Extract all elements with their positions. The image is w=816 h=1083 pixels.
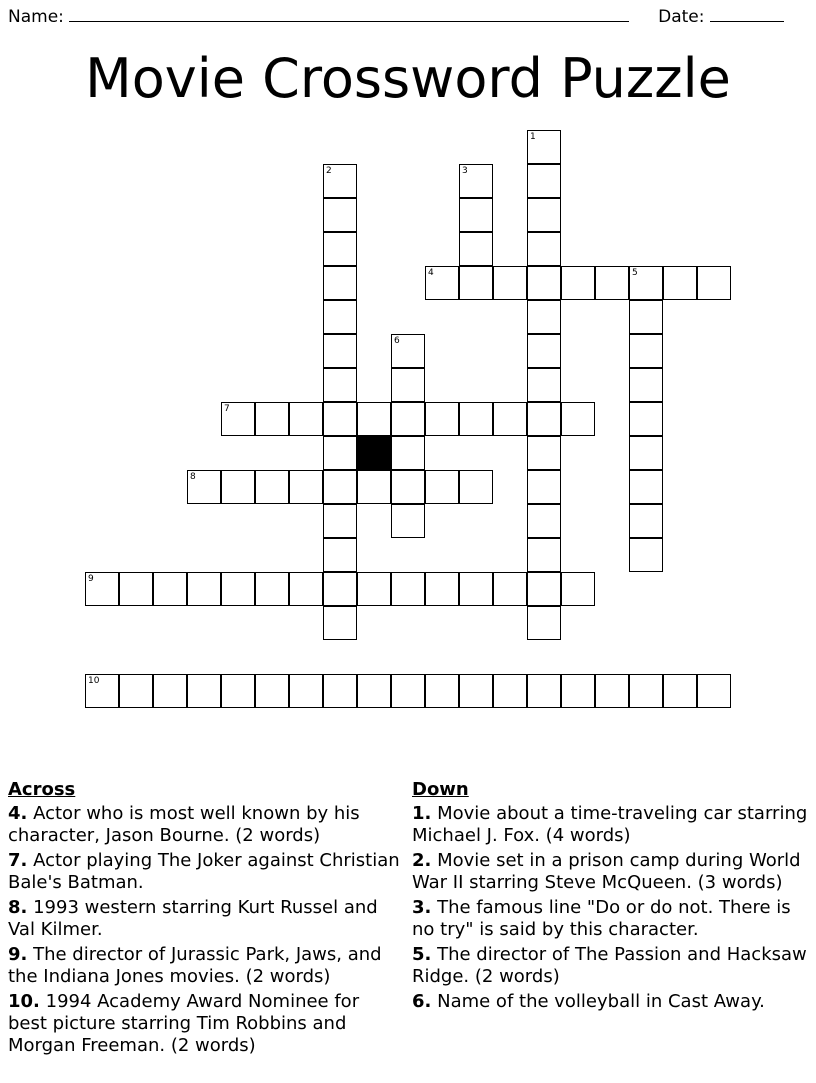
answer-cell[interactable]	[527, 334, 561, 368]
answer-cell[interactable]	[221, 674, 255, 708]
down-list	[412, 803, 812, 1013]
answer-cell[interactable]	[629, 300, 663, 334]
clue-number: 8.	[8, 897, 28, 918]
clue-number-label: 2	[326, 166, 332, 176]
answer-cell[interactable]	[459, 164, 493, 198]
answer-cell[interactable]	[357, 470, 391, 504]
clue-item	[8, 991, 403, 1057]
clue-number: 7.	[8, 850, 28, 871]
clue-text: 1994 Academy Award Nominee for best picture starring Tim Robbins and Morgan Freeman. (2 words)	[8, 991, 360, 1056]
answer-cell[interactable]	[595, 674, 629, 708]
answer-cell[interactable]	[391, 402, 425, 436]
answer-cell[interactable]	[221, 402, 255, 436]
answer-cell[interactable]	[663, 674, 697, 708]
answer-cell[interactable]	[527, 300, 561, 334]
black-square	[357, 436, 391, 470]
answer-cell[interactable]	[527, 232, 561, 266]
answer-cell[interactable]	[391, 470, 425, 504]
answer-cell[interactable]	[391, 572, 425, 606]
answer-cell[interactable]	[289, 572, 323, 606]
answer-cell[interactable]	[527, 470, 561, 504]
name-label: Name:	[8, 7, 64, 27]
answer-cell[interactable]	[629, 368, 663, 402]
answer-cell[interactable]	[459, 402, 493, 436]
answer-cell[interactable]	[357, 674, 391, 708]
clue-number: 4.	[8, 803, 28, 824]
across-clues	[8, 779, 403, 1060]
answer-cell[interactable]	[527, 266, 561, 300]
answer-cell[interactable]	[425, 402, 459, 436]
answer-cell[interactable]	[629, 470, 663, 504]
down-clues	[412, 779, 812, 1016]
answer-cell[interactable]	[629, 266, 663, 300]
clue-item	[412, 850, 812, 894]
answer-cell[interactable]	[629, 504, 663, 538]
clue-text: The director of Jurassic Park, Jaws, and the Indiana Jones movies. (2 words)	[8, 944, 382, 987]
answer-cell[interactable]	[493, 674, 527, 708]
clue-number-label: 5	[632, 268, 638, 278]
answer-cell[interactable]	[391, 674, 425, 708]
answer-cell[interactable]	[323, 538, 357, 572]
answer-cell[interactable]	[391, 368, 425, 402]
answer-cell[interactable]	[527, 538, 561, 572]
answer-cell[interactable]	[119, 674, 153, 708]
answer-cell[interactable]	[493, 266, 527, 300]
clue-number-label: 6	[394, 336, 400, 346]
answer-cell[interactable]	[255, 402, 289, 436]
answer-cell[interactable]	[425, 470, 459, 504]
answer-cell[interactable]	[697, 674, 731, 708]
answer-cell[interactable]	[289, 674, 323, 708]
answer-cell[interactable]	[323, 232, 357, 266]
clue-item	[8, 897, 403, 941]
answer-cell[interactable]	[629, 402, 663, 436]
answer-cell[interactable]	[187, 572, 221, 606]
clue-number-label: 8	[190, 472, 196, 482]
across-list	[8, 803, 403, 1057]
clue-number: 10.	[8, 991, 40, 1012]
clue-text: Name of the volleyball in Cast Away.	[437, 991, 765, 1012]
clue-text: Actor playing The Joker against Christian Bale's Batman.	[8, 850, 400, 893]
answer-cell[interactable]	[459, 470, 493, 504]
clue-number-label: 3	[462, 166, 468, 176]
answer-cell[interactable]	[527, 198, 561, 232]
answer-cell[interactable]	[289, 402, 323, 436]
answer-cell[interactable]	[323, 674, 357, 708]
answer-cell[interactable]	[391, 436, 425, 470]
answer-cell[interactable]	[629, 334, 663, 368]
answer-cell[interactable]	[391, 334, 425, 368]
answer-cell[interactable]	[527, 130, 561, 164]
clue-text: The famous line "Do or do not. There is no try" is said by this character.	[412, 897, 791, 940]
answer-cell[interactable]	[493, 572, 527, 606]
answer-cell[interactable]	[561, 402, 595, 436]
answer-cell[interactable]	[595, 266, 629, 300]
answer-cell[interactable]	[527, 164, 561, 198]
across-heading: Across	[8, 779, 76, 800]
answer-cell[interactable]	[323, 504, 357, 538]
answer-cell[interactable]	[187, 470, 221, 504]
down-heading: Down	[412, 779, 469, 800]
clue-item	[412, 944, 812, 988]
answer-cell[interactable]	[323, 334, 357, 368]
clue-number-label: 4	[428, 268, 434, 278]
answer-cell[interactable]	[561, 266, 595, 300]
answer-cell[interactable]	[425, 572, 459, 606]
answer-cell[interactable]	[459, 198, 493, 232]
answer-cell[interactable]	[255, 470, 289, 504]
clue-number: 9.	[8, 944, 28, 965]
clue-number-label: 10	[88, 676, 100, 686]
answer-cell[interactable]	[153, 674, 187, 708]
answer-cell[interactable]	[663, 266, 697, 300]
clue-text: Movie set in a prison camp during World War II starring Steve McQueen. (3 words)	[412, 850, 801, 893]
answer-cell[interactable]	[629, 674, 663, 708]
answer-cell[interactable]	[323, 470, 357, 504]
answer-cell[interactable]	[425, 266, 459, 300]
answer-cell[interactable]	[85, 572, 119, 606]
answer-cell[interactable]	[459, 232, 493, 266]
clue-number: 1.	[412, 803, 432, 824]
answer-cell[interactable]	[459, 674, 493, 708]
clue-number-label: 7	[224, 404, 230, 414]
answer-cell[interactable]	[391, 504, 425, 538]
answer-cell[interactable]	[629, 538, 663, 572]
clue-number: 6.	[412, 991, 432, 1012]
answer-cell[interactable]	[425, 674, 459, 708]
answer-cell[interactable]	[357, 402, 391, 436]
answer-cell[interactable]	[493, 402, 527, 436]
clue-number: 2.	[412, 850, 432, 871]
clue-text: Actor who is most well known by his character, Jason Bourne. (2 words)	[8, 803, 360, 846]
answer-cell[interactable]	[119, 572, 153, 606]
clue-number-label: 9	[88, 574, 94, 584]
answer-cell[interactable]	[323, 606, 357, 640]
answer-cell[interactable]	[697, 266, 731, 300]
answer-cell[interactable]	[527, 572, 561, 606]
answer-cell[interactable]	[527, 436, 561, 470]
answer-cell[interactable]	[357, 572, 391, 606]
answer-cell[interactable]	[187, 674, 221, 708]
answer-cell[interactable]	[255, 674, 289, 708]
answer-cell[interactable]	[561, 572, 595, 606]
answer-cell[interactable]	[323, 266, 357, 300]
clue-item	[412, 991, 812, 1013]
answer-cell[interactable]	[221, 470, 255, 504]
date-label: Date:	[658, 7, 705, 27]
answer-cell[interactable]	[527, 674, 561, 708]
answer-cell[interactable]	[561, 674, 595, 708]
answer-cell[interactable]	[323, 164, 357, 198]
answer-cell[interactable]	[323, 572, 357, 606]
answer-cell[interactable]	[629, 436, 663, 470]
answer-cell[interactable]	[527, 368, 561, 402]
answer-cell[interactable]	[221, 572, 255, 606]
clue-item	[8, 850, 403, 894]
answer-cell[interactable]	[289, 470, 323, 504]
clue-item	[8, 803, 403, 847]
answer-cell[interactable]	[255, 572, 289, 606]
answer-cell[interactable]	[153, 572, 187, 606]
clue-text: Movie about a time-traveling car starring Michael J. Fox. (4 words)	[412, 803, 808, 846]
clue-item	[412, 897, 812, 941]
clue-item	[8, 944, 403, 988]
answer-cell[interactable]	[323, 198, 357, 232]
answer-cell[interactable]	[527, 504, 561, 538]
answer-cell[interactable]	[459, 266, 493, 300]
answer-cell[interactable]	[459, 572, 493, 606]
clue-number: 3.	[412, 897, 432, 918]
page-title: Movie Crossword Puzzle	[85, 47, 731, 110]
answer-cell[interactable]	[323, 368, 357, 402]
answer-cell[interactable]	[323, 436, 357, 470]
answer-cell[interactable]	[323, 300, 357, 334]
clue-number-label: 1	[530, 132, 536, 142]
clue-number: 5.	[412, 944, 432, 965]
answer-cell[interactable]	[323, 402, 357, 436]
clue-text: The director of The Passion and Hacksaw Ridge. (2 words)	[412, 944, 807, 987]
answer-cell[interactable]	[527, 606, 561, 640]
answer-cell[interactable]	[527, 402, 561, 436]
clue-item	[412, 803, 812, 847]
answer-cell[interactable]	[85, 674, 119, 708]
clue-text: 1993 western starring Kurt Russel and Val Kilmer.	[8, 897, 378, 940]
